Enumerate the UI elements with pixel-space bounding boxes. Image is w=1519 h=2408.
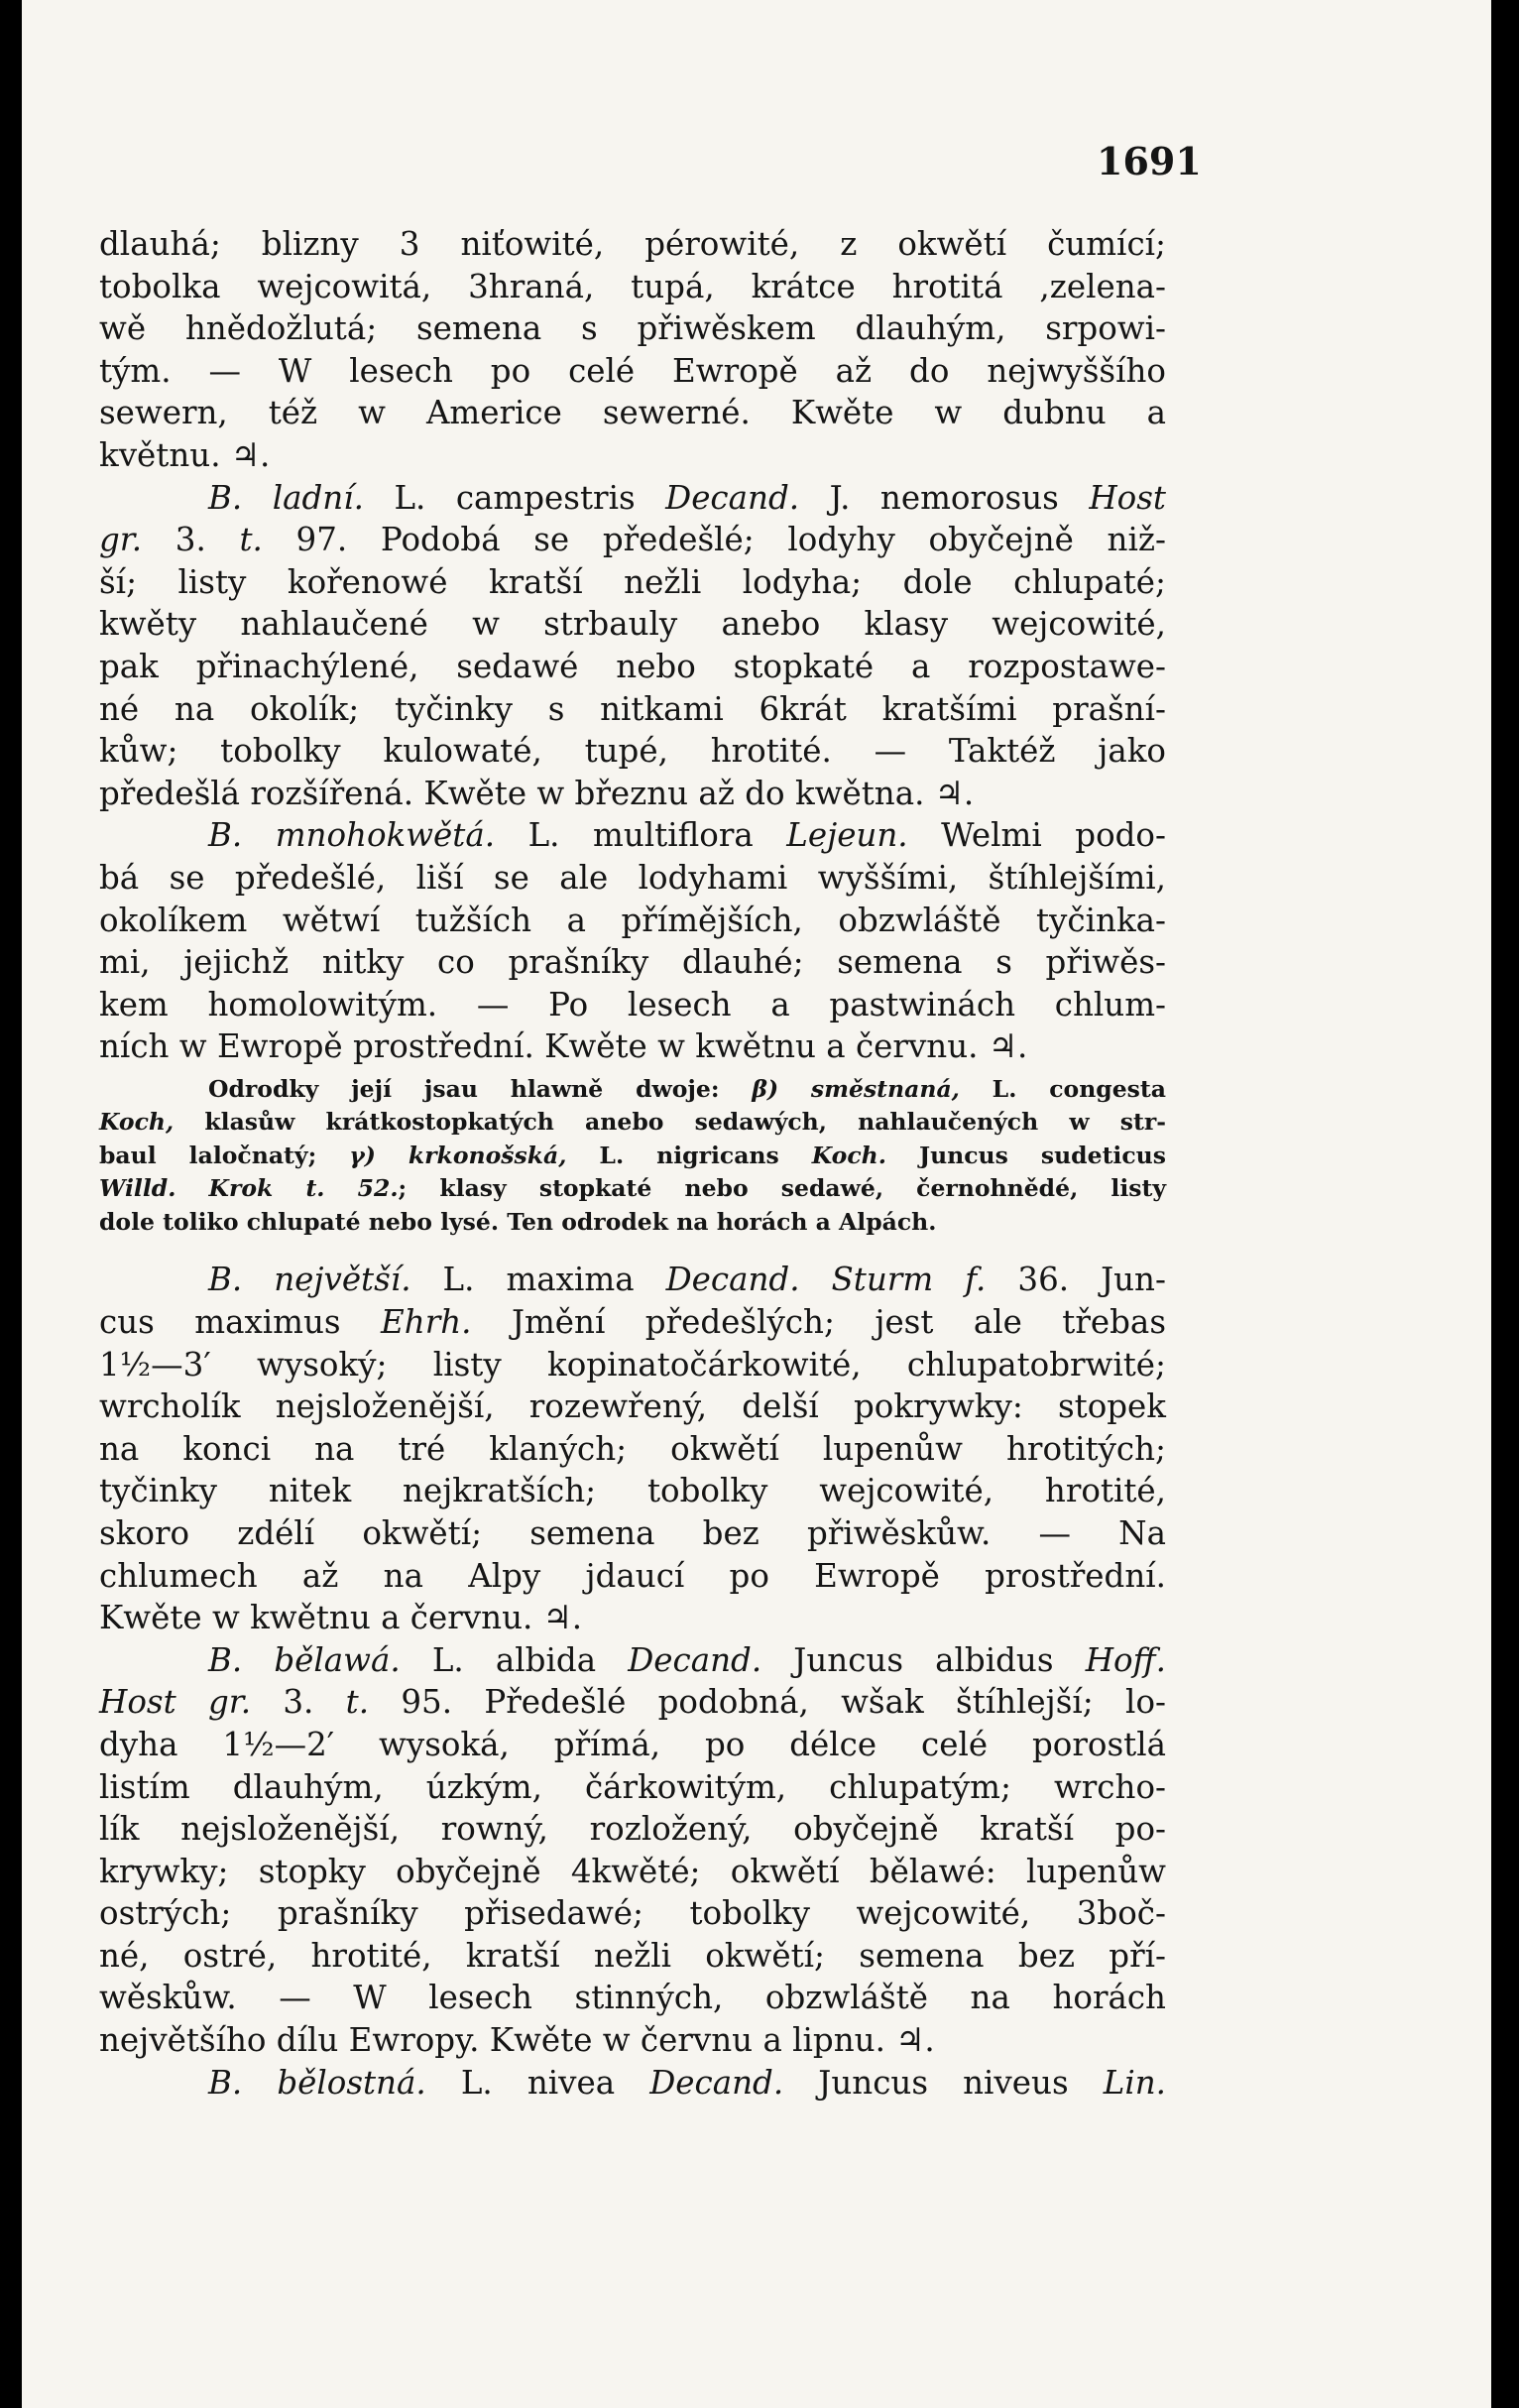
text-line: kem homolowitým. — Po lesech a pastwinách chlum- <box>99 985 1166 1023</box>
species-entry-nivea <box>99 2062 1166 2105</box>
note-line: Odrodky její jsau hlawně dwoje: β) směstnaná, L. congesta <box>208 1074 1166 1103</box>
species-name: B. mnohokwětá. <box>208 816 496 855</box>
species-heading-line: B. bělawá. L. albida Decand. Juncus albidus Hoff. <box>208 1640 1166 1679</box>
text-line: 1½—3′ wysoký; listy kopinatočárkowité, chlupatobrwité; <box>99 1345 1166 1384</box>
species-heading-line: B. ladní. L. campestris Decand. J. nemorosus Host <box>208 478 1166 517</box>
text-line: kwěty nahlaučené w strbauly anebo klasy wejcowité, <box>99 605 1166 644</box>
text-line: tyčinky nitek nejkratších; tobolky wejcowité, hrotité, <box>99 1472 1166 1510</box>
species-name: B. ladní. <box>208 478 364 517</box>
species-heading-line: B. bělostná. L. nivea Decand. Juncus niveus Lin. <box>208 2063 1166 2102</box>
text-line: předešlá rozšířená. Kwěte w březnu až do kwětna. ♃. <box>99 774 975 812</box>
text-line: ních w Ewropě prostřední. Kwěte w kwětnu a červnu. ♃. <box>99 1027 1028 1066</box>
text-line: největšího dílu Ewropy. Kwěte w červnu a lipnu. ♃. <box>99 2021 935 2060</box>
text-line: wěskůw. — W lesech stinných, obzwláště na horách <box>99 1979 1166 2017</box>
text-line: gr. 3. t. 97. Podobá se předešlé; lodyhy obyčejně niž- <box>99 521 1166 559</box>
text-line: okolíkem wětwí tužších a přímějších, obzwláště tyčinka- <box>99 901 1166 939</box>
text-line: ší; listy kořenowé kratší nežli lodyha; dole chlupaté; <box>99 562 1166 601</box>
text-line: wrcholík nejsloženější, rozewřený, delší pokrywky: stopek <box>99 1387 1166 1426</box>
text-line: krywky; stopky obyčejně 4kwěté; okwětí bělawé: lupenůw <box>99 1852 1166 1890</box>
text-line: né, ostré, hrotité, kratší nežli okwětí; semena bez pří- <box>99 1936 1166 1975</box>
species-heading-line: B. největší. L. maxima Decand. Sturm f. 36. Jun- <box>208 1261 1166 1299</box>
note-line: dole toliko chlupaté nebo lysé. Ten odrodek na horách a Alpách. <box>99 1207 937 1236</box>
text-line: na konci na tré klaných; okwětí lupenůw hrotitých; <box>99 1429 1166 1468</box>
note-line: baul laločnatý; γ) krkonošská, L. nigricans Koch. Juncus sudeticus <box>99 1141 1166 1169</box>
paragraph-continuation <box>99 223 1166 477</box>
text-line: lík nejsloženější, rowný, rozložený, obyčejně kratší po- <box>99 1810 1166 1849</box>
text-line: dyha 1½—2′ wysoká, přímá, po délce celé porostlá <box>99 1725 1166 1763</box>
text-line: wě hnědožlutá; semena s přiwěskem dlauhým, srpowi- <box>99 309 1166 348</box>
text-line: tým. — W lesech po celé Ewropě až do nejwyššího <box>99 351 1166 390</box>
text-line: ostrých; prašníky přisedawé; tobolky wejcowité, 3boč- <box>99 1894 1166 1933</box>
text-line: skoro zdélí okwětí; semena bez přiwěskůw. — Na <box>99 1513 1166 1552</box>
text-line: tobolka wejcowitá, 3hraná, tupá, krátce hrotitá ,zelena- <box>99 267 1166 305</box>
species-name: B. největší. <box>208 1261 411 1299</box>
species-name: B. bělostná. <box>208 2063 426 2102</box>
page-number: 1691 <box>1097 139 1202 183</box>
species-heading-line: B. mnohokwětá. L. multiflora Lejeun. Welmi podo- <box>208 816 1166 855</box>
species-entry-albida <box>99 1639 1166 2062</box>
species-entry-campestris <box>99 477 1166 815</box>
text-line: listím dlauhým, úzkým, čárkowitým, chlupatým; wrcho- <box>99 1767 1166 1806</box>
body-text <box>99 223 1166 2104</box>
text-line: Kwěte w kwětnu a červnu. ♃. <box>99 1599 583 1637</box>
species-name: B. bělawá. <box>208 1640 401 1679</box>
note-line: Willd. Krok t. 52.; klasy stopkaté nebo sedawé, černohnědé, listy <box>99 1174 1166 1203</box>
text-line: květnu. ♃. <box>99 435 271 474</box>
text-line: mi, jejichž nitky co prašníky dlauhé; semena s přiwěs- <box>99 943 1166 982</box>
text-line: chlumech až na Alpy jdaucí po Ewropě prostřední. <box>99 1556 1166 1595</box>
text-line: pak přinachýlené, sedawé nebo stopkaté a rozpostawe- <box>99 647 1166 685</box>
text-line: cus maximus Ehrh. Jmění předešlých; jest ale třebas <box>99 1302 1166 1341</box>
variety-note <box>99 1073 1166 1240</box>
text-line: dlauhá; blizny 3 niťowité, pérowité, z okwětí čumící; <box>99 225 1166 263</box>
text-line: Host gr. 3. t. 95. Předešlé podobná, wšak štíhlejší; lo- <box>99 1683 1166 1722</box>
species-entry-multiflora <box>99 814 1166 1068</box>
text-line: bá se předešlé, liší se ale lodyhami wyššími, štíhlejšími, <box>99 858 1166 897</box>
text-line: né na okolík; tyčinky s nitkami 6krát kratšími prašní- <box>99 689 1166 728</box>
note-line: Koch, klasůw krátkostopkatých anebo sedawých, nahlaučených w str- <box>99 1108 1166 1137</box>
text-line: kůw; tobolky kulowaté, tupé, hrotité. — Taktéž jako <box>99 732 1166 771</box>
species-entry-maxima <box>99 1259 1166 1638</box>
text-line: sewern, též w Americe sewerné. Kwěte w dubnu a <box>99 394 1166 432</box>
